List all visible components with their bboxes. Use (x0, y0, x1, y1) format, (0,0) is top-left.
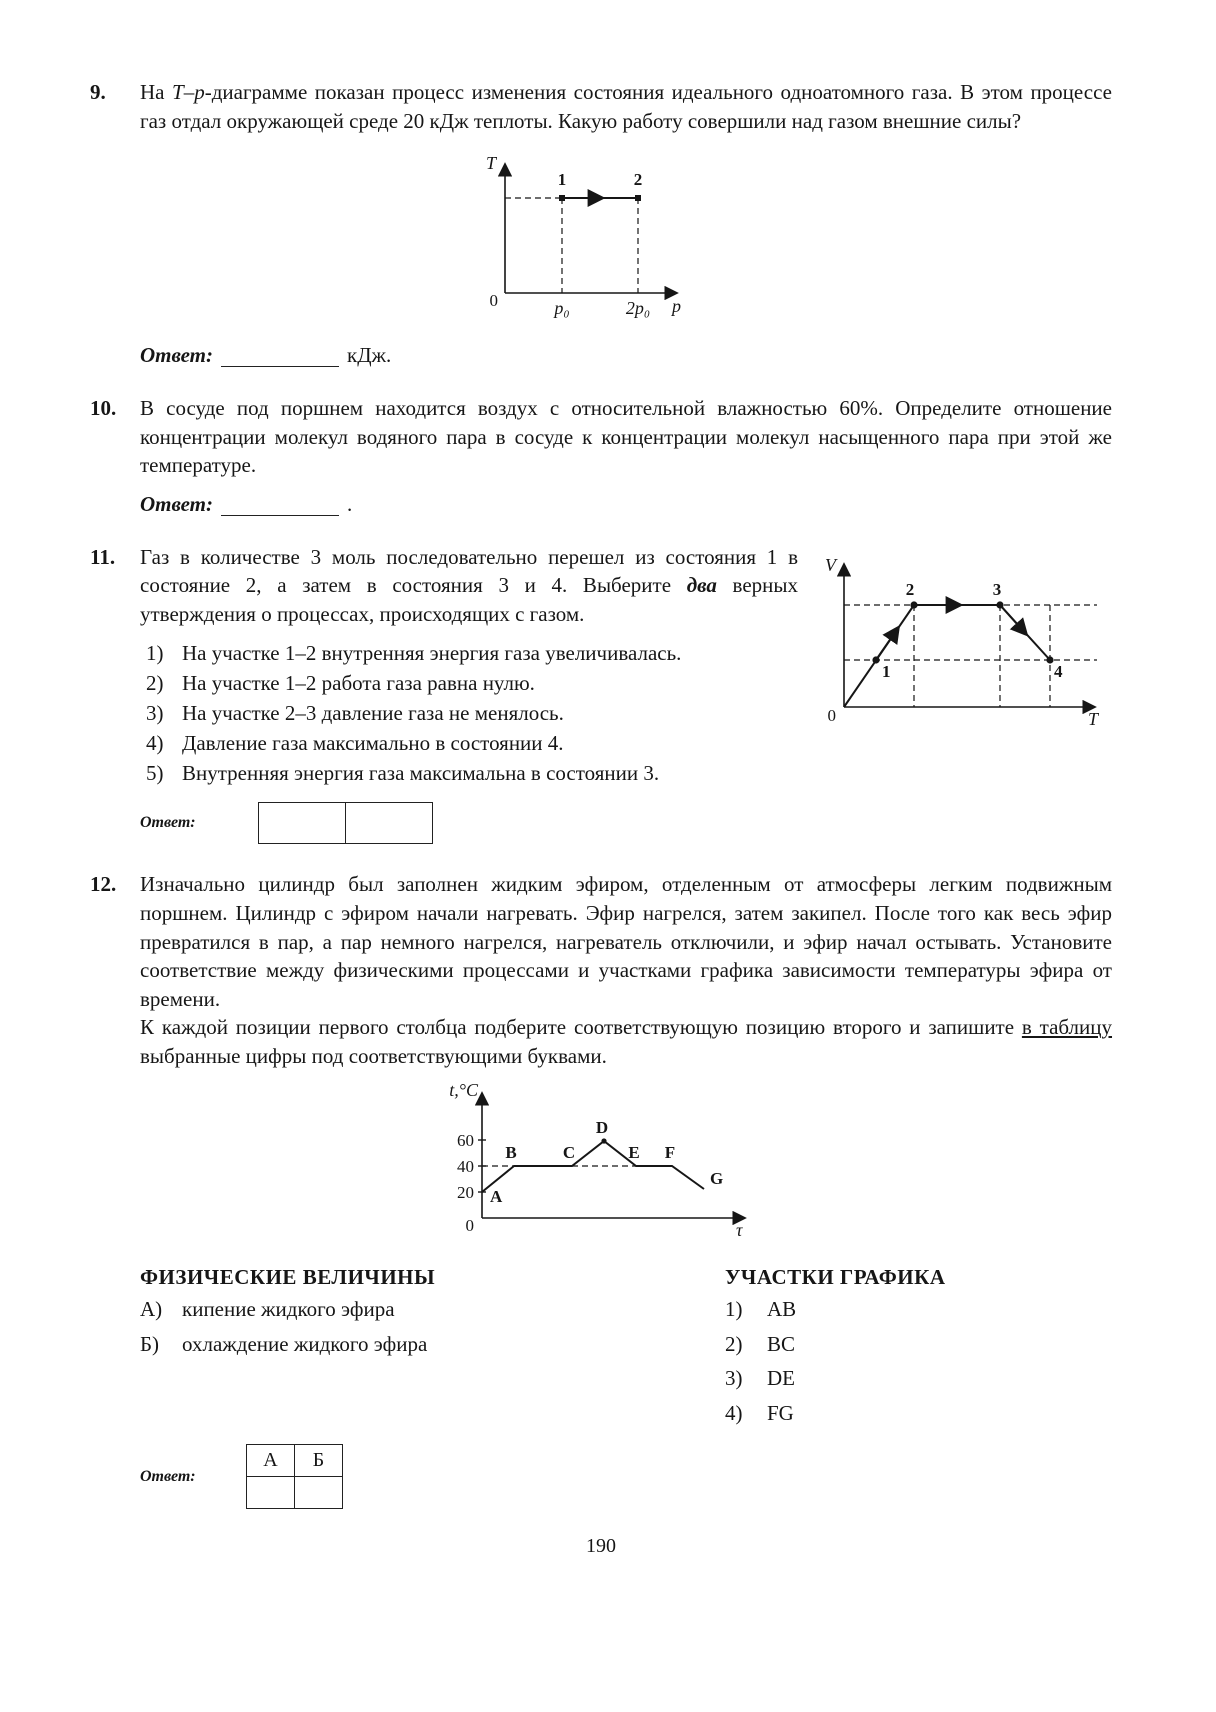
answer-unit: кДж. (347, 343, 392, 368)
option-3 (140, 698, 798, 728)
state-point-4 (1046, 656, 1053, 663)
answer-table-header-B: Б (295, 1445, 343, 1477)
options-list (140, 638, 798, 788)
section-item-2 (725, 1329, 1112, 1359)
problem-9-text (140, 78, 1112, 135)
temperature-time-graph (430, 1080, 760, 1248)
state-point-3 (996, 601, 1003, 608)
item-text: DE (767, 1366, 795, 1391)
y-tick-label-40: 40 (457, 1157, 474, 1177)
text-segment: верных утверждения о процессах, происходящих с газом. (140, 573, 798, 626)
item-text: BC (767, 1331, 796, 1356)
left-column-header: ФИЗИЧЕСКИЕ ВЕЛИЧИНЫ (140, 1265, 436, 1290)
item-text: FG (767, 1400, 794, 1425)
option-text: Давление газа максимально в состоянии 4. (182, 731, 564, 756)
answer-cell-2[interactable] (346, 803, 432, 843)
answer-line-11 (140, 802, 798, 844)
point-label-2: 2 (905, 579, 915, 599)
item-text: кипение жидкого эфира (182, 1297, 395, 1322)
answer-line-10 (140, 492, 1112, 517)
item-number: 1) (725, 1297, 743, 1322)
option-number: 1) (146, 641, 164, 666)
item-letter: Б) (140, 1331, 160, 1356)
answer-blank[interactable] (221, 344, 339, 367)
matching-columns (140, 1265, 1112, 1428)
point-label-C: C (562, 1143, 576, 1163)
problem-11-number: 11. (90, 544, 116, 569)
state-point-1 (872, 656, 879, 663)
x-tick-p0: p₀ (554, 298, 570, 319)
answer-table (246, 1444, 343, 1509)
problem-12 (90, 870, 1112, 1509)
state-point-2 (910, 601, 917, 608)
problem-9-number: 9. (90, 80, 106, 104)
text-segment: К каждой позиции первого столбца подберите соответствующую позицию второго и запишите (140, 1015, 1022, 1040)
option-number: 4) (146, 731, 164, 756)
option-number: 5) (146, 761, 164, 786)
answer-unit: . (347, 491, 353, 516)
text-segment-italic: Т–р (172, 80, 205, 104)
text-segment: На (140, 80, 173, 104)
point-label-1: 1 (557, 170, 567, 190)
answer-label: Ответ: (140, 343, 213, 368)
option-4 (140, 728, 798, 758)
y-tick-label-60: 60 (457, 1131, 474, 1151)
state-point-2 (635, 195, 641, 201)
answer-cell-1[interactable] (259, 803, 346, 843)
item-number: 2) (725, 1331, 743, 1356)
point-label-4: 4 (1054, 661, 1063, 681)
option-5 (140, 758, 798, 788)
answer-two-cell-box (258, 802, 433, 844)
problem-10 (90, 394, 1112, 517)
process-arrow-3-4 (1000, 605, 1026, 634)
point-label-G: G (710, 1169, 724, 1189)
tp-diagram (470, 141, 700, 326)
answer-table-cell-A[interactable] (247, 1477, 295, 1509)
problem-10-text: В сосуде под поршнем находится воздух с относительной влажностью 60%. Определите отношение концентрации молекул водяного пара в сосуде к концентрации молекул насыщенного пара при этой же температуре. (140, 396, 1112, 478)
match-item-A (140, 1294, 725, 1324)
answer-label: Ответ: (140, 491, 213, 516)
item-text: охлаждение жидкого эфира (182, 1331, 428, 1356)
state-point-1 (559, 195, 565, 201)
y-axis-label: t,°C (449, 1080, 478, 1101)
y-tick-label-20: 20 (457, 1183, 474, 1203)
answer-label: Ответ: (140, 814, 196, 832)
option-number: 2) (146, 671, 164, 696)
section-item-3 (725, 1363, 1112, 1393)
tp-diagram-wrap (470, 141, 1112, 331)
text-segment: выбранные цифры под соответствующими буквами. (140, 1043, 607, 1068)
problem-11-text (140, 543, 798, 629)
vt-diagram (812, 545, 1112, 735)
y-axis-label: V (825, 554, 836, 575)
problem-10-number: 10. (90, 396, 117, 421)
point-label-3: 3 (992, 579, 1002, 599)
process-arrow-1-2 (876, 628, 898, 660)
x-axis-label: p (672, 296, 681, 317)
problem-12-number: 12. (90, 872, 117, 897)
x-axis-label: τ (736, 1220, 743, 1241)
section-item-1 (725, 1294, 1112, 1324)
item-letter: А) (140, 1297, 163, 1322)
point-label-B: B (505, 1143, 517, 1163)
right-column-header: УЧАСТКИ ГРАФИКА (725, 1265, 946, 1290)
option-2 (140, 668, 798, 698)
item-number: 4) (725, 1400, 743, 1425)
page-number: 190 (586, 1535, 616, 1558)
option-text: На участке 1–2 работа газа равна нулю. (182, 671, 535, 696)
problem-12-text: Изначально цилиндр был заполнен жидким эфиром, отделенным от атмосферы легким подвижным поршнем. Цилиндр с эфиром начали нагревать. Эфир нагрелся, затем закипел. После того как весь эфир превратился в пар, а пар немного нагрелся, нагреватель отключили, и эфир начал остывать. Установите соответствие между физическими процессами и участками графика зависимости температуры эфира от времени. (140, 872, 1112, 1011)
option-text: Внутренняя энергия газа максимальна в состоянии 3. (182, 761, 660, 786)
graph-sections-column (725, 1265, 1112, 1428)
option-1 (140, 638, 798, 668)
point-label-A: A (490, 1187, 503, 1207)
vt-diagram-wrap (812, 543, 1112, 740)
problem-12-instruction (140, 1013, 1112, 1070)
temperature-graph-wrap (430, 1080, 1112, 1253)
text-segment-underlined: в таблицу (1021, 1015, 1113, 1040)
point-label-F: F (664, 1143, 676, 1163)
answer-line-9 (140, 343, 1112, 368)
point-label-D: D (595, 1118, 609, 1138)
item-number: 3) (725, 1366, 743, 1391)
option-text: На участке 2–3 давление газа не менялось. (182, 701, 564, 726)
answer-blank[interactable] (221, 493, 339, 516)
physical-quantities-column (140, 1265, 725, 1428)
answer-table-cell-B[interactable] (295, 1477, 343, 1509)
option-number: 3) (146, 701, 164, 726)
text-segment: Газ в количестве 3 моль последовательно перешел из состояния 1 в состояние 2, а затем в состояния 3 и 4. Выберите (140, 544, 798, 598)
origin-label: 0 (489, 291, 498, 311)
x-axis-label: T (1088, 708, 1099, 729)
peak-point-D (601, 1139, 606, 1144)
x-tick-2p0: 2p₀ (625, 298, 651, 319)
option-text: На участке 1–2 внутренняя энергия газа увеличивалась. (182, 641, 682, 666)
problem-9 (90, 78, 1112, 368)
item-text: AB (767, 1297, 797, 1322)
text-segment-bold-italic: два (686, 573, 717, 598)
answer-label: Ответ: (140, 1467, 196, 1485)
match-item-B (140, 1329, 725, 1359)
origin-label: 0 (827, 705, 836, 725)
point-label-2: 2 (633, 170, 643, 190)
point-label-E: E (628, 1143, 640, 1163)
origin-label: 0 (465, 1216, 474, 1236)
text-segment: -диаграмме показан процесс изменения состояния идеального одноатомного газа. В этом процессе газ отдал окружающей среде 20 кДж теплоты. Какую работу совершили над газом внешние силы? (140, 80, 1112, 133)
y-axis-label: T (485, 153, 496, 174)
point-label-1: 1 (882, 661, 891, 681)
problem-11 (90, 543, 1112, 845)
section-item-4 (725, 1398, 1112, 1428)
answer-line-12 (140, 1444, 1112, 1509)
answer-table-header-A: А (247, 1445, 295, 1477)
